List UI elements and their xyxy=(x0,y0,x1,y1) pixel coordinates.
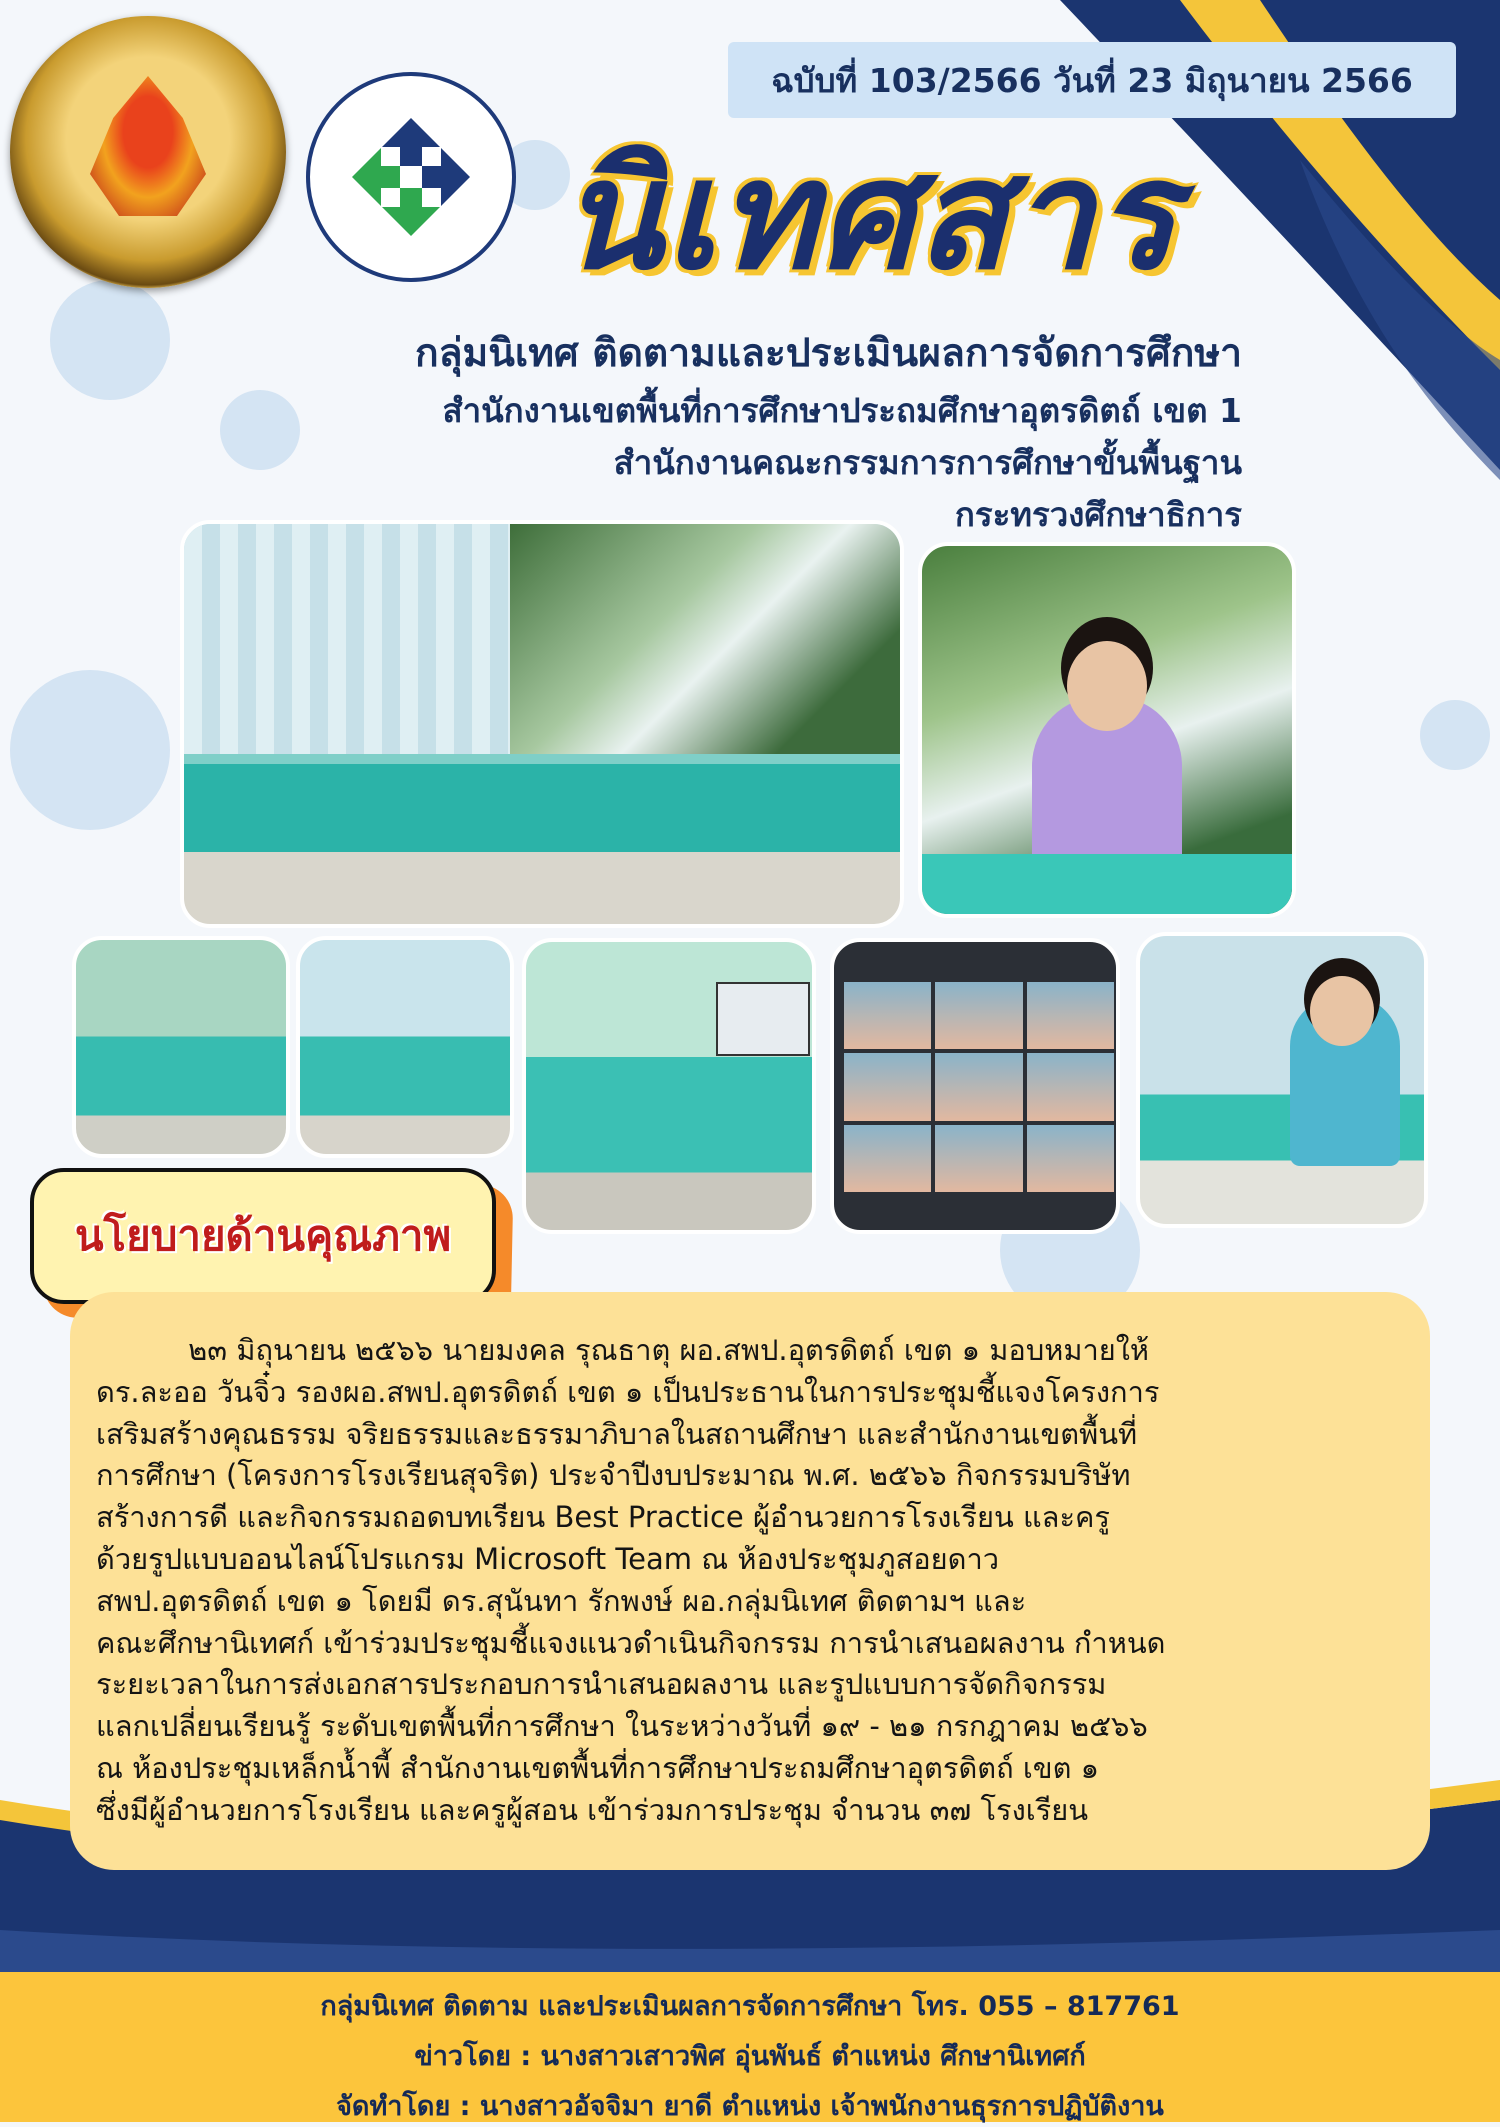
waterfall-wall-image xyxy=(510,524,900,754)
article-line: ณ ห้องประชุมเหล็กน้ำพี้ สำนักงานเขตพื้นที่การศึกษาประถมศึกษาอุตรดิตถ์ เขต ๑ xyxy=(96,1750,1100,1785)
projector-room-photo xyxy=(522,938,816,1234)
footer-contact: กลุ่มนิเทศ ติดตาม และประเมินผลการจัดการศึกษา โทร. 055 – 817761 xyxy=(320,1991,1180,2022)
footer-producer: จัดทำโดย : นางสาวอัจจิมา ยาดี ตำแหน่ง เจ้าพนักงานธุรการปฏิบัติงาน xyxy=(336,2091,1164,2122)
article-line: ดร.ละออ วันจิ๋ว รองผอ.สพป.อุตรดิตถ์ เขต ๑ เป็นประธานในการประชุมชี้แจงโครงการ xyxy=(96,1374,1160,1409)
subtitle-office: สำนักงานเขตพื้นที่การศึกษาประถมศึกษาอุตรดิตถ์ เขต 1 xyxy=(442,391,1242,430)
bubble-decoration xyxy=(50,280,170,400)
article-line: สพป.อุตรดิตถ์ เขต ๑ โดยมี ดร.สุนันทา รักพงษ์ ผอ.กลุ่มนิเทศ ติดตามฯ และ xyxy=(96,1583,1027,1618)
bubble-decoration xyxy=(1420,700,1490,770)
article-line: สร้างการดี และกิจกรรมถอดบทเรียน Best Practice ผู้อำนวยการโรงเรียน และครู xyxy=(96,1500,1111,1535)
footer-reporter: ข่าวโดย : นางสาวเสาวพิศ อุ่นพันธ์ ตำแหน่ง ศึกษานิเทศก์ xyxy=(414,2041,1086,2072)
desk-image xyxy=(922,854,1292,914)
article-line: การศึกษา (โครงการโรงเรียนสุจริต) ประจำปีงบประมาณ พ.ศ. ๒๕๖๖ กิจกรรมบริษัท xyxy=(96,1458,1131,1493)
bubble-decoration xyxy=(10,670,170,830)
subtitle-group: กลุ่มนิเทศ ติดตามและประเมินผลการจัดการศึกษา xyxy=(415,331,1242,376)
article-line: เสริมสร้างคุณธรรม จริยธรรมและธรรมาภิบาลในสถานศึกษา และสำนักงานเขตพื้นที่ xyxy=(96,1416,1138,1451)
supervision-group-logo xyxy=(306,72,516,282)
curtain-image xyxy=(184,524,514,754)
issue-banner xyxy=(728,42,1456,118)
person-head-image xyxy=(1310,976,1374,1046)
article-line: คณะศึกษานิเทศก์ เข้าร่วมประชุมชี้แจงแนวดำเนินกิจกรรม การนำเสนอผลงาน กำหนด xyxy=(96,1625,1166,1660)
attendees-photo-2 xyxy=(296,936,514,1158)
online-meeting-photo xyxy=(830,938,1120,1234)
attendees-photo-1 xyxy=(72,936,290,1158)
subtitle-ministry: กระทรวงศึกษาธิการ xyxy=(954,495,1242,534)
policy-label: นโยบายด้านคุณภาพ xyxy=(74,1211,452,1260)
video-grid-image xyxy=(844,982,1114,1192)
projector-screen-image xyxy=(716,982,810,1056)
office-seal-logo xyxy=(10,16,286,288)
supervisor-photo xyxy=(1136,932,1428,1228)
seal-emblem-icon xyxy=(90,76,206,216)
article-line: ระยะเวลาในการส่งเอกสารประกอบการนำเสนอผลงาน และรูปแบบการจัดกิจกรรม xyxy=(96,1667,1107,1702)
article-line: ๒๓ มิถุนายน ๒๕๖๖ นายมงคล รุณธาตุ ผอ.สพป.อุตรดิตถ์ เขต ๑ มอบหมายให้ xyxy=(96,1333,1150,1367)
policy-label-box xyxy=(30,1168,496,1304)
arrows-emblem-icon xyxy=(350,116,472,238)
article-line: แลกเปลี่ยนเรียนรู้ ระดับเขตพื้นที่การศึกษา ในระหว่างวันที่ ๑๙ - ๒๑ กรกฎาคม ๒๕๖๖ xyxy=(96,1709,1148,1744)
person-head-image xyxy=(1067,641,1147,731)
article-line: ซึ่งมีผู้อำนวยการโรงเรียน และครูผู้สอน เข้าร่วมการประชุม จำนวน ๓๗ โรงเรียน xyxy=(96,1792,1089,1827)
meeting-room-photo xyxy=(180,520,904,928)
article-text xyxy=(96,1330,1396,1832)
chairperson-photo xyxy=(918,542,1296,918)
bubble-decoration xyxy=(220,390,300,470)
subtitle-commission: สำนักงานคณะกรรมการการศึกษาขั้นพื้นฐาน xyxy=(613,443,1242,482)
issue-text: ฉบับที่ 103/2566 วันที่ 23 มิถุนายน 2566 xyxy=(771,60,1413,100)
article-line: ด้วยรูปแบบออนไลน์โปรแกรม Microsoft Team ณ ห้องประชุมภูสอยดาว xyxy=(96,1541,1000,1576)
newsletter-title: นิเทศสาร xyxy=(560,127,1179,303)
